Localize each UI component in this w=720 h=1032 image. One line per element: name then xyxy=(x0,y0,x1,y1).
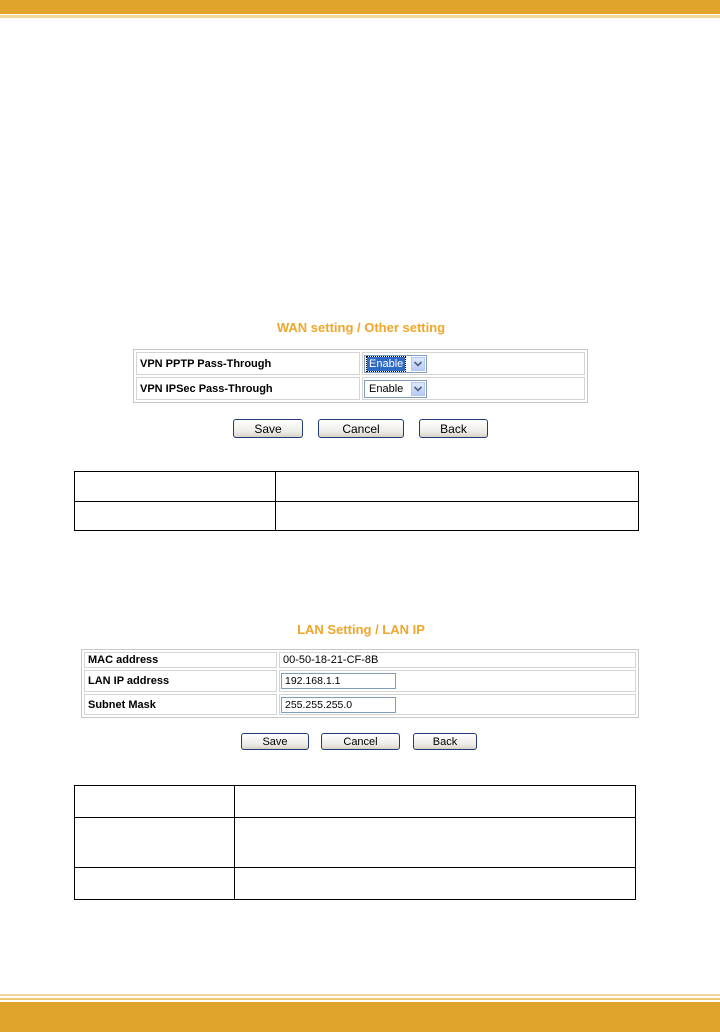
lan-cancel-button[interactable]: Cancel xyxy=(321,733,400,750)
table-cell xyxy=(276,472,639,502)
mac-address-value: 00-50-18-21-CF-8B xyxy=(279,652,636,668)
vpn-pptp-value-cell xyxy=(362,352,585,375)
vpn-ipsec-select[interactable] xyxy=(364,380,427,398)
subnet-mask-input[interactable]: 255.255.255.0 xyxy=(281,697,396,713)
mac-address-label: MAC address xyxy=(84,652,277,668)
header-line xyxy=(0,15,720,18)
lan-description-table xyxy=(74,785,636,900)
subnet-mask-cell xyxy=(279,694,636,715)
table-cell xyxy=(75,502,276,531)
vpn-ipsec-selected-value: Enable xyxy=(369,383,404,395)
vpn-ipsec-label: VPN IPSec Pass-Through xyxy=(136,377,360,400)
footer-line xyxy=(0,998,720,1000)
chevron-down-icon[interactable] xyxy=(411,357,425,371)
lan-ip-label: LAN IP address xyxy=(84,670,277,692)
vpn-pptp-selected-value: Enable xyxy=(369,358,404,370)
vpn-pptp-select[interactable] xyxy=(364,355,427,373)
subnet-mask-label: Subnet Mask xyxy=(84,694,277,715)
table-cell xyxy=(235,868,636,900)
lan-ip-input[interactable]: 192.168.1.1 xyxy=(281,673,396,689)
table-cell xyxy=(276,502,639,531)
table-cell xyxy=(75,818,235,868)
lan-save-button[interactable]: Save xyxy=(241,733,309,750)
lan-back-button[interactable]: Back xyxy=(413,733,477,750)
wan-cancel-button[interactable]: Cancel xyxy=(318,419,404,438)
wan-section-title: WAN setting / Other setting xyxy=(276,320,446,335)
wan-description-table xyxy=(74,471,639,531)
vpn-pptp-label: VPN PPTP Pass-Through xyxy=(136,352,360,375)
vpn-ipsec-row xyxy=(136,377,585,400)
vpn-pptp-row xyxy=(136,352,585,375)
wan-back-button[interactable]: Back xyxy=(419,419,488,438)
lan-ip-row xyxy=(84,670,636,692)
subnet-mask-row xyxy=(84,694,636,715)
wan-settings-form xyxy=(133,349,588,403)
footer-line xyxy=(0,994,720,996)
table-cell xyxy=(75,472,276,502)
table-cell xyxy=(235,818,636,868)
wan-save-button[interactable]: Save xyxy=(233,419,303,438)
mac-address-row xyxy=(84,652,636,668)
lan-ip-cell xyxy=(279,670,636,692)
chevron-down-icon[interactable] xyxy=(411,382,425,396)
table-cell xyxy=(235,786,636,818)
footer-band xyxy=(0,1002,720,1032)
lan-section-title: LAN Setting / LAN IP xyxy=(297,622,425,637)
table-cell xyxy=(75,786,235,818)
lan-settings-form xyxy=(81,649,639,718)
header-band xyxy=(0,0,720,14)
table-cell xyxy=(75,868,235,900)
vpn-ipsec-value-cell xyxy=(362,377,585,400)
